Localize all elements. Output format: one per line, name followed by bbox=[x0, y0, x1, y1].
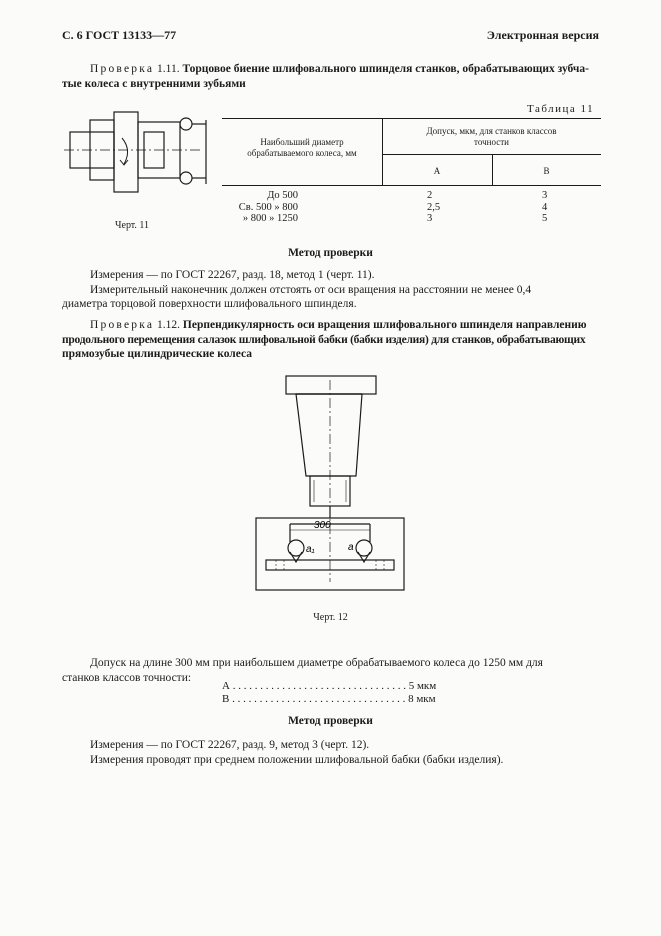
table-cell-b: 3 bbox=[542, 190, 548, 201]
check-number: 1.11. bbox=[157, 63, 180, 75]
tolerance-class-b: В . . . . . . . . . . . . . . . . . . . . . . . . . . . . . . . . 8 мкм bbox=[222, 693, 436, 705]
figure-11-caption: Черт. 11 bbox=[115, 220, 150, 231]
table-tolerance-header bbox=[382, 126, 601, 148]
table-cell-range: До 500 bbox=[267, 190, 298, 201]
table-cell-a: 2 bbox=[427, 190, 433, 201]
tolerance-line2: станков классов точности: bbox=[62, 671, 192, 684]
figure-12-drawing bbox=[250, 372, 410, 592]
check-number: 1.12. bbox=[157, 319, 181, 331]
check-title: Перпендикулярность оси вращения шлифовального шпинделя направлению bbox=[182, 319, 587, 331]
page-header-left: С. 6 ГОСТ 13133—77 bbox=[62, 28, 177, 42]
method-1-para2: Измерительный наконечник должен отстоять от оси вращения на расстоянии не менее 0,4 bbox=[90, 283, 532, 296]
table-top-rule bbox=[222, 118, 601, 119]
table-row bbox=[222, 213, 601, 225]
tolerance-line1: Допуск на длине 300 мм при наибольшем диаметре обрабатываемого колеса до 1250 мм для bbox=[90, 657, 543, 669]
figure-12-label-a: a bbox=[348, 542, 354, 553]
method-heading-2: Метод проверки bbox=[288, 715, 373, 727]
figure-12-caption: Черт. 12 bbox=[313, 612, 348, 623]
table-row bbox=[222, 202, 601, 214]
table-body bbox=[222, 190, 601, 225]
method-1-para2-continuation: диаметра торцовой поверхности шлифовального шпинделя. bbox=[62, 298, 357, 310]
table-11 bbox=[222, 118, 601, 228]
method-heading-1: Метод проверки bbox=[288, 247, 373, 259]
table-cell-range: Св. 500 » 800 bbox=[238, 201, 298, 213]
figure-11-drawing bbox=[60, 108, 210, 208]
table-class-a-header: А bbox=[433, 166, 441, 176]
table-tolerance-header-line: Допуск, мкм, для станков классов bbox=[426, 126, 557, 136]
check-title: Торцовое биение шлифовального шпинделя станков, обрабатывающих зубча- bbox=[182, 63, 589, 75]
check-title-continuation: тые колеса с внутренними зубьями bbox=[62, 77, 246, 90]
table-col1-header-line: Наибольший диаметр bbox=[260, 137, 344, 147]
table-col1-header-line: обрабатываемого колеса, мм bbox=[247, 148, 357, 158]
table-row bbox=[222, 190, 601, 202]
check-title-continuation: продольного перемещения салазок шлифовальной бабки (бабки изделия) для станков, обрабатывающих bbox=[62, 333, 586, 346]
tolerance-class-a: А . . . . . . . . . . . . . . . . . . . . . . . . . . . . . . . . 5 мкм bbox=[222, 680, 437, 692]
check-1-12-heading bbox=[62, 318, 602, 362]
check-1-11-heading bbox=[62, 62, 602, 91]
method-2-para1: Измерения — по ГОСТ 22267, разд. 9, метод 3 (черт. 12). bbox=[90, 739, 370, 751]
table-col1-header bbox=[222, 137, 382, 159]
table-cell-range: » 800 » 1250 bbox=[242, 213, 298, 224]
page-header-right: Электронная версия bbox=[486, 28, 599, 42]
table-header-rule bbox=[222, 185, 601, 186]
table-cell-b: 4 bbox=[542, 201, 548, 213]
method-2-text bbox=[62, 738, 602, 767]
table-cell-a: 2,5 bbox=[427, 201, 441, 213]
method-1-para1: Измерения — по ГОСТ 22267, разд. 18, метод 1 (черт. 11). bbox=[90, 269, 375, 281]
table-11-caption: Таблица 11 bbox=[527, 103, 595, 115]
table-cell-b: 5 bbox=[542, 213, 548, 224]
figure-12-dimension-label: 300 bbox=[314, 520, 331, 531]
check-title-continuation: прямозубые цилиндрические колеса bbox=[62, 348, 252, 360]
tolerance-values bbox=[222, 680, 436, 706]
table-cell-a: 3 bbox=[427, 213, 433, 224]
table-class-b-header: В bbox=[543, 166, 550, 176]
check-label: Проверка bbox=[90, 319, 155, 331]
table-tolerance-header-line: точности bbox=[474, 137, 509, 147]
check-label: Проверка bbox=[90, 63, 155, 75]
figure-12-label-a1: a₁ bbox=[306, 544, 315, 555]
method-1-text bbox=[62, 268, 602, 312]
method-2-para2: Измерения проводят при среднем положении шлифовальной бабки (бабки изделия). bbox=[90, 753, 504, 766]
